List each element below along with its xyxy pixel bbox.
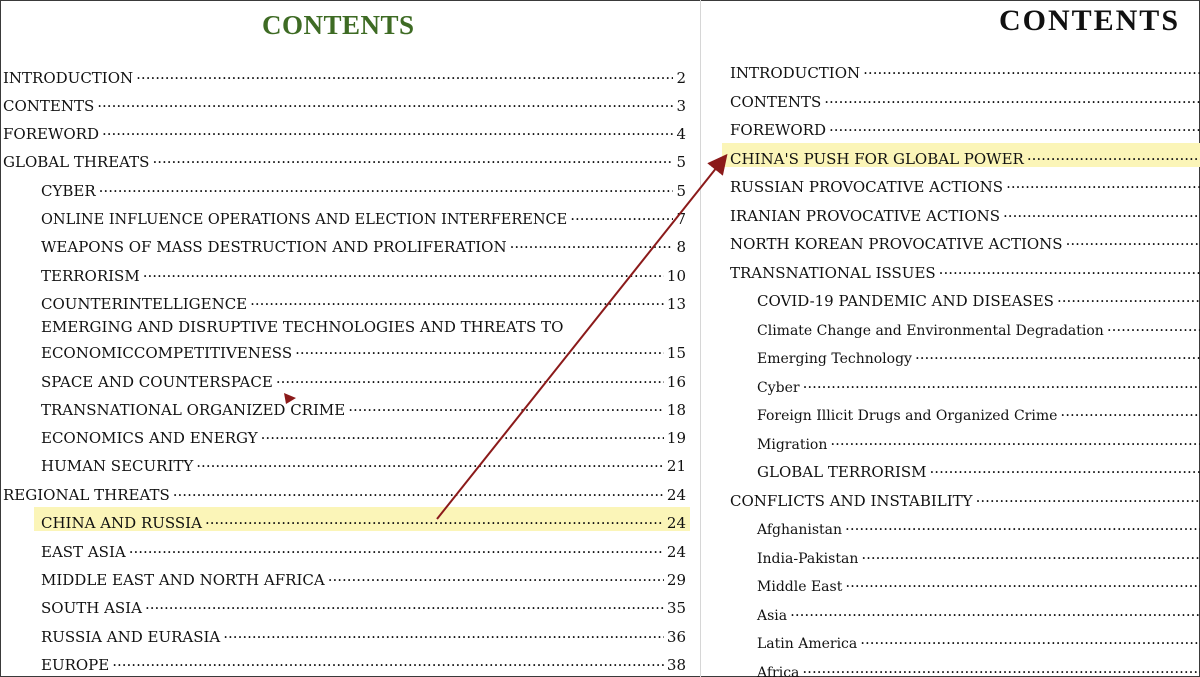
toc-entry[interactable]: India-Pakistan ..... — [757, 545, 1200, 568]
toc-entry[interactable]: CONTENTS ..... — [730, 89, 1200, 111]
toc-entry[interactable]: TRANSNATIONAL ISSUES ..... — [730, 260, 1200, 282]
toc-entry-highlighted[interactable]: CHINA'S PUSH FOR GLOBAL POWER ..... — [730, 146, 1200, 168]
right-contents-title: CONTENTS — [998, 4, 1180, 37]
toc-entry[interactable]: ECONOMICS AND ENERGY ..... 19 — [41, 425, 686, 447]
toc-entry[interactable]: Foreign Illicit Drugs and Organized Crime ..... — [757, 402, 1200, 425]
toc-entry[interactable]: Climate Change and Environmental Degradation ..... — [757, 317, 1200, 340]
toc-entry[interactable]: Afghanistan ..... — [757, 516, 1200, 539]
toc-entry[interactable]: INTRODUCTION ..... 2 — [3, 65, 686, 87]
small-arrow-mark — [284, 393, 296, 404]
toc-entry[interactable]: RUSSIA AND EURASIA ..... 36 — [41, 624, 686, 646]
toc-entry[interactable]: MIDDLE EAST AND NORTH AFRICA ..... 29 — [41, 567, 686, 589]
toc-entry[interactable]: Asia ..... — [757, 602, 1200, 625]
toc-entry[interactable]: HUMAN SECURITY ..... 21 — [41, 453, 686, 475]
toc-entry[interactable]: ECONOMICCOMPETITIVENESS ..... 15 — [41, 340, 686, 362]
toc-entry[interactable]: SPACE AND COUNTERSPACE ..... 16 — [41, 369, 686, 391]
toc-entry[interactable]: EUROPE ..... 38 — [41, 652, 686, 674]
toc-entry[interactable]: RUSSIAN PROVOCATIVE ACTIONS ..... — [730, 174, 1200, 196]
toc-entry[interactable]: COVID-19 PANDEMIC AND DISEASES ..... — [757, 288, 1200, 310]
toc-entry-highlighted[interactable]: CHINA AND RUSSIA ..... 24 — [41, 510, 686, 532]
left-contents-title: CONTENTS — [262, 10, 415, 40]
toc-entry[interactable]: Cyber ..... — [757, 374, 1200, 397]
toc-entry[interactable]: CONFLICTS AND INSTABILITY ..... — [730, 488, 1200, 510]
toc-entry[interactable]: FOREWORD ..... — [730, 117, 1200, 139]
toc-entry[interactable]: INTRODUCTION ..... — [730, 60, 1200, 82]
toc-entry[interactable]: GLOBAL THREATS ..... 5 — [3, 149, 686, 171]
toc-entry[interactable]: Latin America ..... — [757, 630, 1200, 653]
toc-entry-line1[interactable]: EMERGING AND DISRUPTIVE TECHNOLOGIES AND THREATS TO — [41, 318, 564, 336]
toc-entry[interactable]: ONLINE INFLUENCE OPERATIONS AND ELECTION INTERFERENCE ..... 7 — [41, 206, 686, 229]
toc-entry[interactable]: FOREWORD ..... 4 — [3, 121, 686, 143]
toc-entry[interactable]: TRANSNATIONAL ORGANIZED CRIME ..... 18 — [41, 397, 686, 419]
connector-arrow — [437, 157, 725, 519]
toc-entry[interactable]: IRANIAN PROVOCATIVE ACTIONS ..... — [730, 203, 1200, 225]
toc-entry[interactable]: TERRORISM ..... 10 — [41, 263, 686, 285]
toc-entry[interactable]: SOUTH ASIA ..... 35 — [41, 595, 686, 617]
toc-entry[interactable]: Africa ..... — [757, 659, 1200, 677]
toc-entry[interactable]: REGIONAL THREATS ..... 24 — [3, 482, 686, 504]
toc-entry[interactable]: Emerging Technology ..... — [757, 345, 1200, 368]
toc-entry[interactable]: CYBER ..... 5 — [41, 178, 686, 200]
toc-entry[interactable]: NORTH KOREAN PROVOCATIVE ACTIONS ..... — [730, 231, 1200, 253]
toc-entry[interactable]: CONTENTS ..... 3 — [3, 93, 686, 115]
toc-entry[interactable]: Migration ..... — [757, 431, 1200, 454]
toc-entry[interactable]: WEAPONS OF MASS DESTRUCTION AND PROLIFERATION ..... 8 — [41, 234, 686, 256]
toc-entry[interactable]: Middle East ..... — [757, 573, 1200, 596]
toc-entry[interactable]: GLOBAL TERRORISM ..... — [757, 459, 1200, 481]
toc-entry[interactable]: COUNTERINTELLIGENCE ..... 13 — [41, 291, 686, 313]
toc-entry[interactable]: EAST ASIA ..... 24 — [41, 539, 686, 561]
